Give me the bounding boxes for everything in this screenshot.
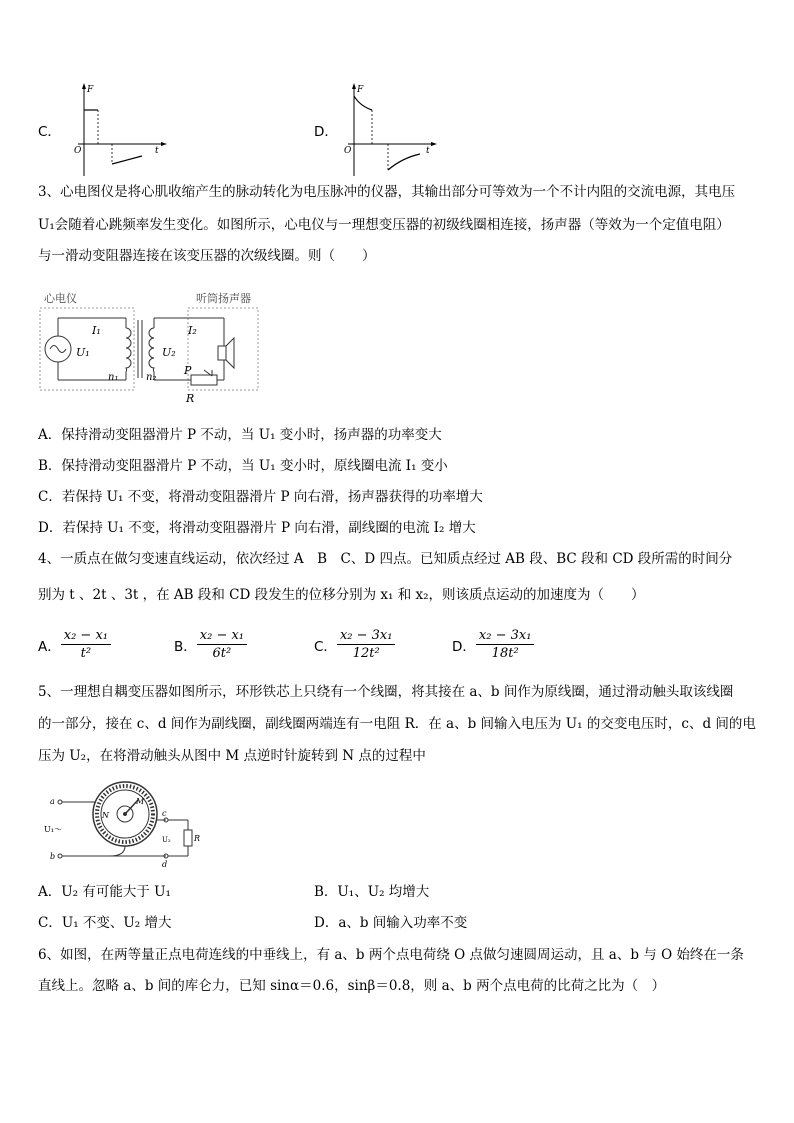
q2-option-d-label: D．: [314, 124, 338, 140]
q3-fig-n1: n₁: [108, 372, 119, 383]
q3-fig-n2: n₂: [146, 372, 157, 383]
q4-stem-line1: 4、一质点在做匀变速直线运动，依次经过 A B C、D 四点。已知质点经过 AB 段、BC 段和 CD 段所需的时间分: [38, 551, 733, 567]
q5-fig-d: d: [162, 860, 168, 868]
q3-fig-p: P: [184, 364, 192, 377]
q4-option-b-fraction: $\frac{\text{x₂ − x₁}}{\text{6t²}}$: [197, 628, 247, 661]
q2-c-axis-o: O: [74, 146, 82, 156]
q4-option-c-fraction: $\frac{\text{x₂ − 3x₁}}{\text{12t²}}$: [337, 628, 396, 661]
q4-option-b-label: B．: [174, 638, 197, 655]
q3-option-b[interactable]: B．保持滑动变阻器滑片 P 不动，当 U₁ 变小时，原线圈电流 I₁ 变小: [38, 458, 448, 474]
q2-d-axis-o: O: [344, 146, 352, 156]
q6-stem-line1: 6、如图，在两等量正点电荷连线的中垂线上，有 a、b 两个点电荷绕 O 点做匀速圆周运动，且 a、b 与 O 始终在一条: [38, 947, 744, 963]
q5-autotransformer-figure: [40, 776, 210, 868]
q2-c-axis-f: F: [87, 85, 94, 95]
q4-option-a[interactable]: [38, 628, 111, 661]
q5-option-c[interactable]: C．U₁ 不变、U₂ 增大: [38, 915, 172, 931]
q5-stem-line2: 的一部分，接在 c、d 间作为副线圈，副线圈两端连有一电阻 R．在 a、b 间输入电压为 U₁ 的交变电压时，c、d 间的电: [38, 716, 756, 732]
q4-option-b[interactable]: [174, 628, 247, 661]
q3-circuit-figure: [36, 288, 276, 408]
q5-option-b[interactable]: B．U₁、U₂ 均增大: [314, 884, 430, 900]
q5-fig-r: R: [194, 834, 201, 843]
q3-fig-u1: U₁: [76, 346, 90, 359]
q2-option-c-graph: [72, 80, 172, 180]
q5-fig-b: b: [50, 852, 56, 861]
q2-d-axis-t: t: [426, 146, 430, 156]
q4-option-d-label: D．: [452, 638, 476, 655]
q3-fig-u2: U₂: [162, 346, 176, 359]
q5-fig-m: M: [136, 797, 145, 806]
q3-stem-line2: U₁会随着心跳频率发生变化。如图所示，心电仪与一理想变压器的初级线圈相连接，扬声器（等效为一个定值电阻）: [38, 217, 730, 233]
q3-stem-line1: 3、心电图仪是将心肌收缩产生的脉动转化为电压脉冲的仪器，其输出部分可等效为一个不计内阻的交流电源，其电压: [38, 184, 736, 200]
q4-stem-line2: 别为 t 、2t 、3t ，在 AB 段和 CD 段发生的位移分别为 x₁ 和 x₂，则该质点运动的加速度为（ ）: [38, 587, 645, 603]
q2-option-d-graph: [342, 80, 442, 180]
q4-option-a-label: A．: [38, 638, 61, 655]
q3-fig-left-label: 心电仪: [44, 292, 77, 305]
q5-fig-u2: U₂: [162, 836, 171, 844]
q5-option-a[interactable]: A．U₂ 有可能大于 U₁: [38, 884, 171, 900]
q5-option-d[interactable]: D．a、b 间输入功率不变: [314, 915, 468, 931]
q3-fig-right-label: 听筒扬声器: [196, 292, 251, 305]
q4-option-d[interactable]: [452, 628, 534, 661]
q4-option-a-fraction: $\frac{\text{x₂ − x₁}}{\text{t²}}$: [61, 628, 111, 661]
q3-option-c[interactable]: C．若保持 U₁ 不变，将滑动变阻器滑片 P 向右滑，扬声器获得的功率增大: [38, 489, 483, 505]
q5-fig-u1: U₁～: [44, 825, 62, 834]
q5-fig-n: N: [102, 811, 109, 820]
q5-stem-line1: 5、一理想自耦变压器如图所示，环形铁芯上只绕有一个线圈，将其接在 a、b 间作为原线圈，通过滑动触头取该线圈: [38, 684, 734, 700]
q5-fig-a: a: [50, 797, 55, 806]
q3-option-a[interactable]: A．保持滑动变阻器滑片 P 不动，当 U₁ 变小时，扬声器的功率变大: [38, 427, 442, 443]
q5-fig-c: c: [162, 809, 167, 818]
q5-stem-line3: 压为 U₂，在将滑动触头从图中 M 点逆时针旋转到 N 点的过程中: [38, 748, 426, 764]
q3-fig-r: R: [186, 392, 195, 405]
q3-stem-line3: 与一滑动变阻器连接在该变压器的次级线圈。则（ ）: [38, 248, 376, 264]
q2-option-c-label: C．: [38, 124, 61, 140]
q2-d-axis-f: F: [357, 85, 364, 95]
q4-option-c[interactable]: [314, 628, 395, 661]
q3-fig-i2: I₂: [188, 324, 197, 337]
q6-stem-line2: 直线上。忽略 a、b 间的库仑力，已知 sinα＝0.6，sinβ＝0.8，则 a、b 两个点电荷的比荷之比为（ ）: [38, 978, 666, 994]
q4-option-d-fraction: $\frac{\text{x₂ − 3x₁}}{\text{18t²}}$: [476, 628, 535, 661]
q3-option-d[interactable]: D．若保持 U₁ 不变，将滑动变阻器滑片 P 向右滑，副线圈的电流 I₂ 增大: [38, 520, 476, 536]
q2-c-axis-t: t: [155, 146, 159, 156]
q4-option-c-label: C．: [314, 638, 337, 655]
q3-fig-i1: I₁: [92, 324, 101, 337]
